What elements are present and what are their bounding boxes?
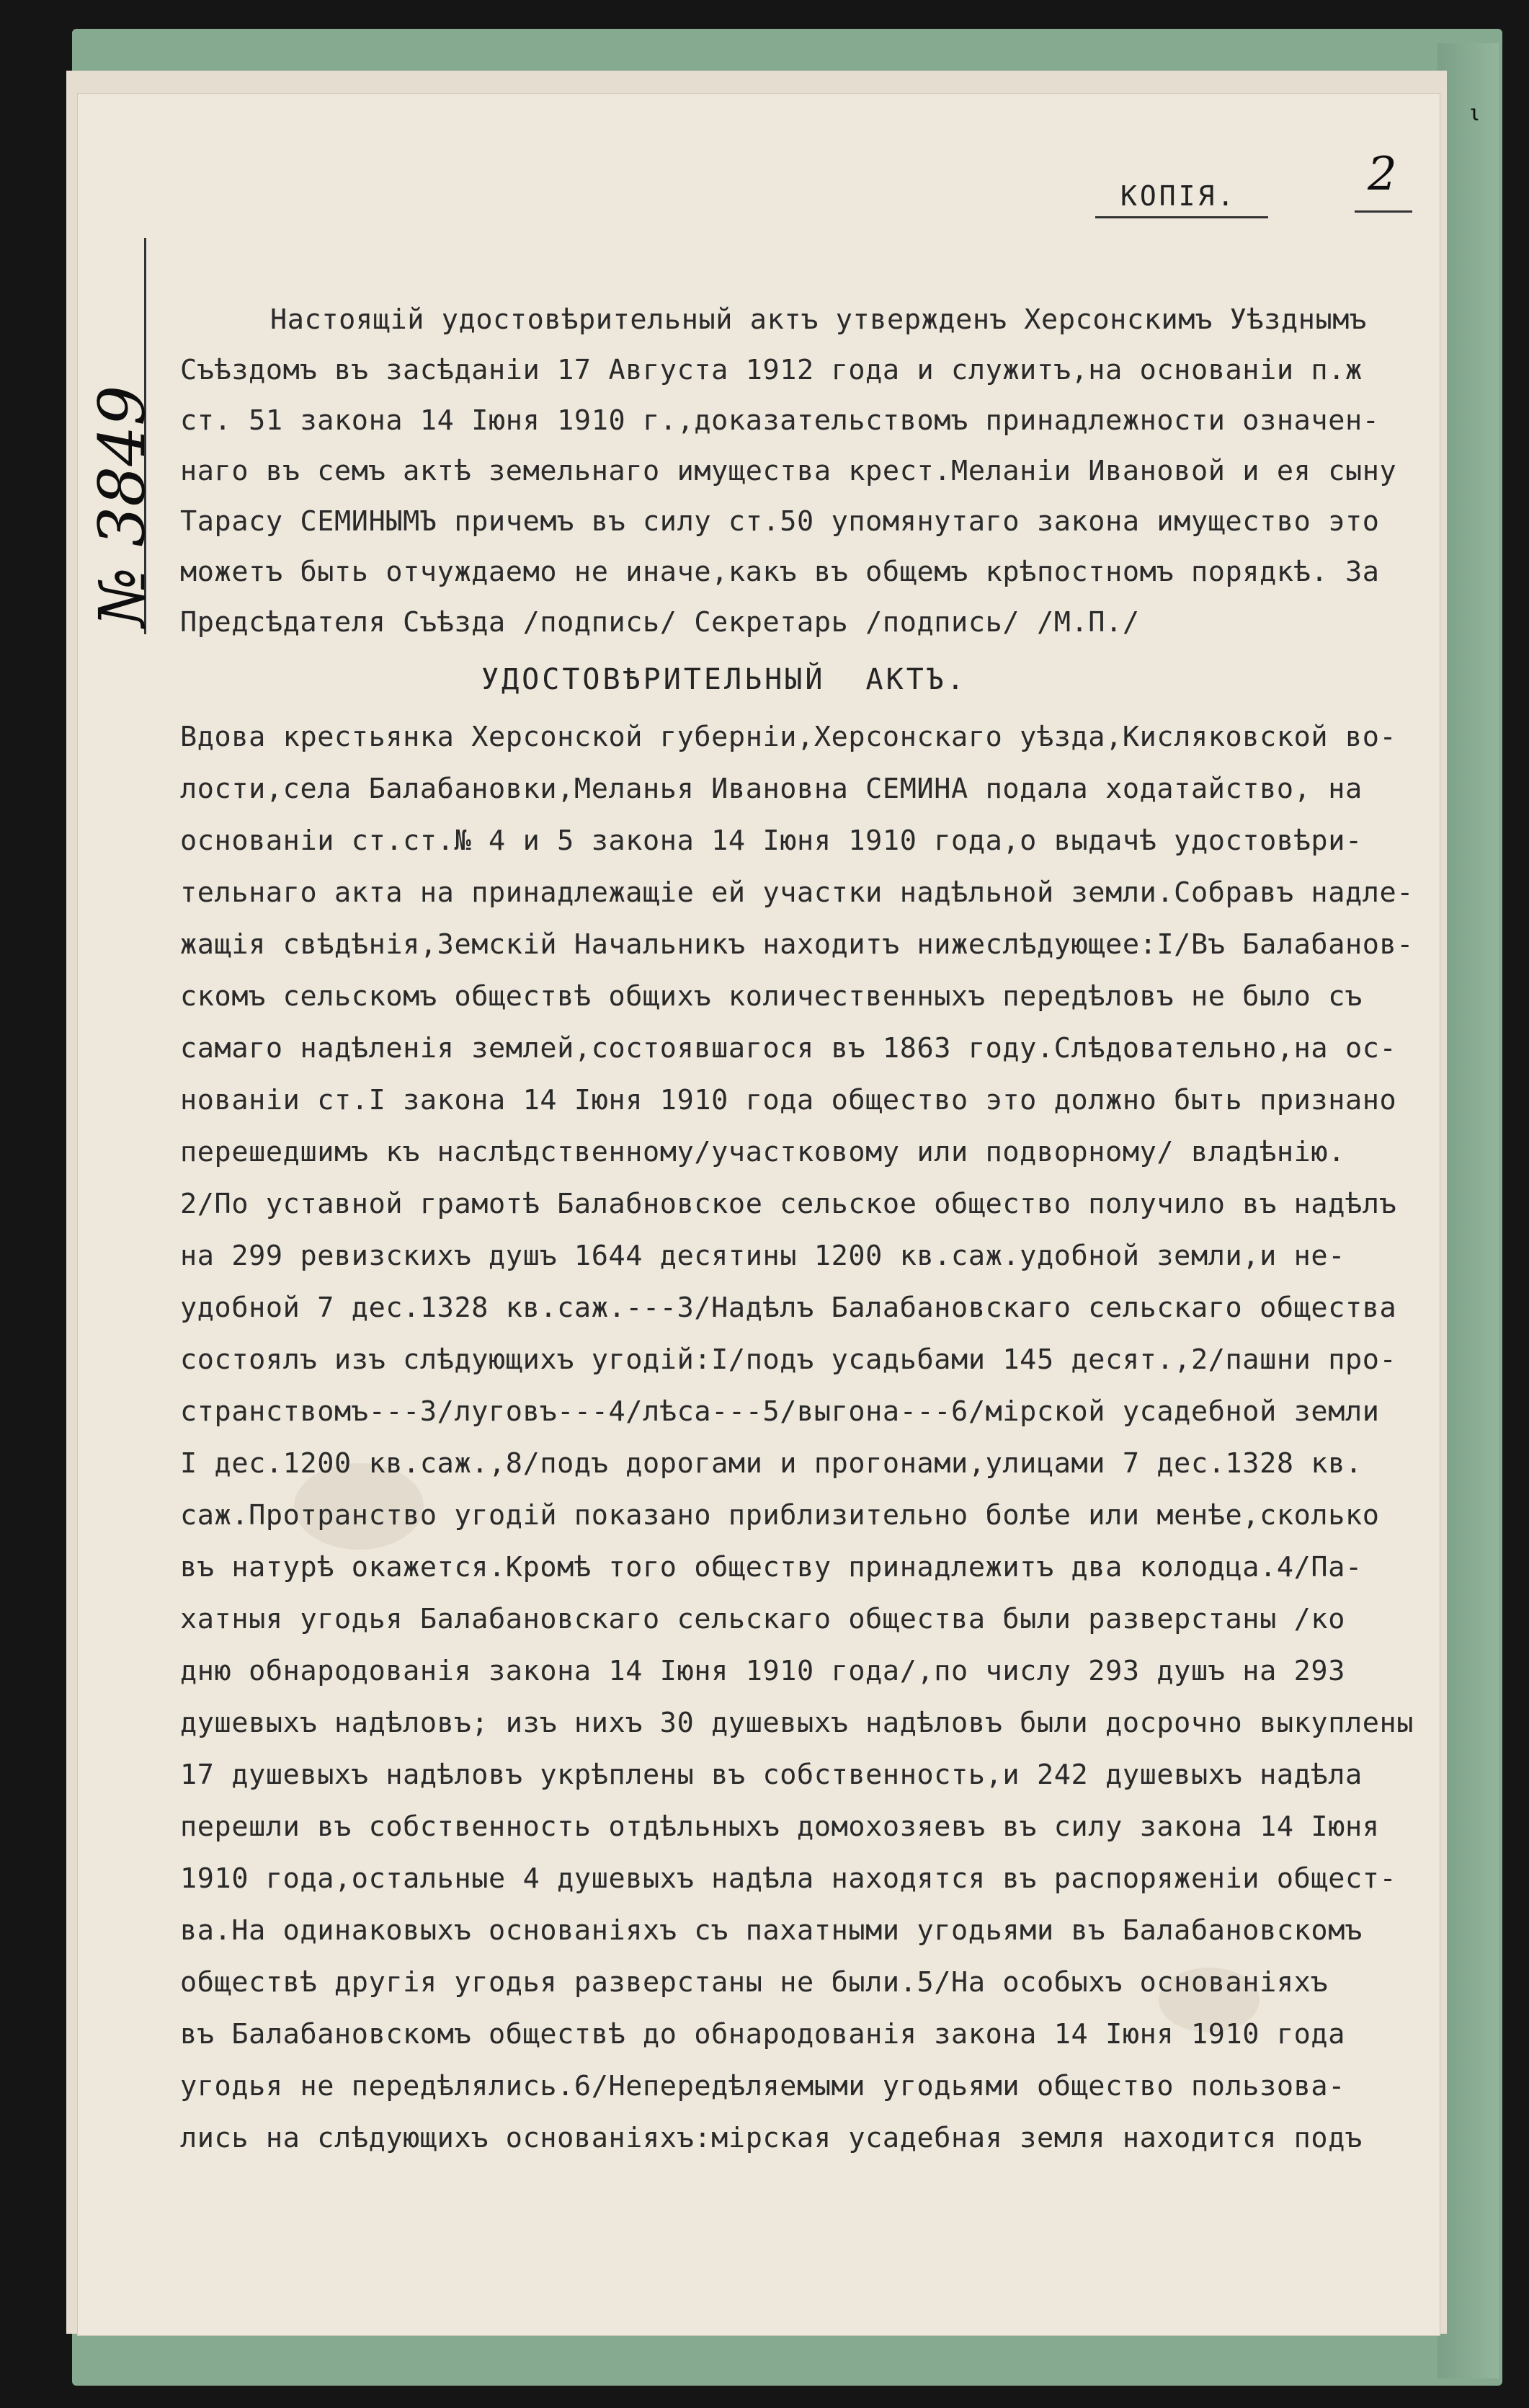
body-line: въ Балабановскомъ обществѣ до обнародованія закона 14 Іюня 1910 года xyxy=(180,2018,1345,2051)
body-line: самаго надѣленія землей,состоявшагося въ 1863 году.Слѣдовательно,на ос- xyxy=(180,1032,1397,1065)
body-line: ва.На одинаковыхъ основаніяхъ съ пахатными угодьями въ Балабановскомъ xyxy=(180,1914,1363,1947)
page-number-underline xyxy=(1355,210,1412,213)
act-heading: УДОСТОВѢРИТЕЛЬНЫЙ АКТЪ. xyxy=(481,663,967,696)
body-line: Вдова крестьянка Херсонской губерніи,Херсонскаго уѣзда,Кисляковской во- xyxy=(180,721,1397,753)
paragraph-line: можетъ быть отчуждаемо не иначе,какъ въ общемъ крѣпостномъ порядкѣ. За xyxy=(180,556,1380,588)
paragraph-line: Предсѣдателя Съѣзда /подпись/ Секретарь /подпись/ /М.П./ xyxy=(180,606,1140,639)
body-line: хатныя угодья Балабановскаго сельскаго общества были разверстаны /ко xyxy=(180,1603,1345,1635)
body-line: 17 душевыхъ надѣловъ укрѣплены въ собственность,и 242 душевыхъ надѣла xyxy=(180,1759,1363,1791)
body-line: 2/По уставной грамотѣ Балабновское сельское общество получило въ надѣлъ xyxy=(180,1188,1397,1220)
body-line: І дес.1200 кв.саж.,8/подъ дорогами и прогонами,улицами 7 дес.1328 кв. xyxy=(180,1447,1363,1480)
handwritten-page-number: 2 xyxy=(1368,148,1397,201)
body-line: нованіи ст.І закона 14 Іюня 1910 года общество это должно быть признано xyxy=(180,1084,1397,1116)
body-line: на 299 ревизскихъ душъ 1644 десятины 1200 кв.саж.удобной земли,и не- xyxy=(180,1240,1345,1272)
paragraph-line: Съѣздомъ въ засѣданіи 17 Августа 1912 года и служитъ,на основаніи п.ж xyxy=(180,354,1363,386)
paragraph-line: наго въ семъ актѣ земельнаго имущества крест.Меланіи Ивановой и ея сыну xyxy=(180,455,1397,487)
body-line: душевыхъ надѣловъ; изъ нихъ 30 душевыхъ надѣловъ были досрочно выкуплены xyxy=(180,1707,1414,1739)
body-line: перешли въ собственность отдѣльныхъ домохозяевъ въ силу закона 14 Іюня xyxy=(180,1811,1380,1843)
body-line: 1910 года,остальные 4 душевыхъ надѣла находятся въ распоряженіи общест- xyxy=(180,1862,1397,1895)
body-line: странствомъ---3/луговъ---4/лѣса---5/выгона---6/мірской усадебной земли xyxy=(180,1395,1380,1428)
paragraph-line: Настоящій удостовѣрительный актъ утвержденъ Херсонскимъ Уѣзднымъ xyxy=(270,303,1367,336)
body-line: скомъ сельскомъ обществѣ общихъ количественныхъ передѣловъ не было съ xyxy=(180,980,1363,1013)
handwritten-inventory-number: № 3849 xyxy=(85,385,159,627)
body-line: лости,села Балабановки,Меланья Ивановна СЕМИНА подала ходатайство, на xyxy=(180,773,1363,805)
body-line: угодья не передѣлялись.6/Непередѣляемыми угодьями общество пользова- xyxy=(180,2070,1345,2102)
body-line: состоялъ изъ слѣдующихъ угодій:І/подъ усадьбами 145 десят.,2/пашни про- xyxy=(180,1343,1397,1376)
copy-heading: КОПІЯ. xyxy=(1120,180,1237,212)
body-line: удобной 7 дес.1328 кв.саж.---3/Надѣлъ Балабановскаго сельскаго общества xyxy=(180,1292,1397,1324)
body-line: въ натурѣ окажется.Кромѣ того обществу принадлежитъ два колодца.4/Па- xyxy=(180,1551,1363,1583)
body-line: тельнаго акта на принадлежащіе ей участки надѣльной земли.Собравъ надле- xyxy=(180,876,1414,909)
body-line: обществѣ другія угодья разверстаны не были.5/На особыхъ основаніяхъ xyxy=(180,1966,1329,1999)
body-line: дню обнародованія закона 14 Іюня 1910 года/,по числу 293 душъ на 293 xyxy=(180,1655,1345,1687)
body-line: лись на слѣдующихъ основаніяхъ:мірская усадебная земля находится подъ xyxy=(180,2122,1363,2154)
paragraph-line: Тарасу СЕМИНЫМЪ причемъ въ силу ст.50 упомянутаго закона имущество это xyxy=(180,505,1380,538)
body-line: саж.Протранство угодій показано приблизительно болѣе или менѣе,сколько xyxy=(180,1499,1380,1532)
corner-mark: ι xyxy=(1468,101,1481,126)
body-line: жащія свѣдѣнія,Земскій Начальникъ находитъ нижеслѣдующее:І/Въ Балабанов- xyxy=(180,928,1414,961)
paragraph-line: ст. 51 закона 14 Іюня 1910 г.,доказательствомъ принадлежности означен- xyxy=(180,404,1380,437)
body-line: основаніи ст.ст.№ 4 и 5 закона 14 Іюня 1910 года,о выдачѣ удостовѣри- xyxy=(180,825,1363,857)
body-line: перешедшимъ къ наслѣдственному/участковому или подворному/ владѣнію. xyxy=(180,1136,1345,1168)
copy-heading-underline xyxy=(1095,216,1268,218)
